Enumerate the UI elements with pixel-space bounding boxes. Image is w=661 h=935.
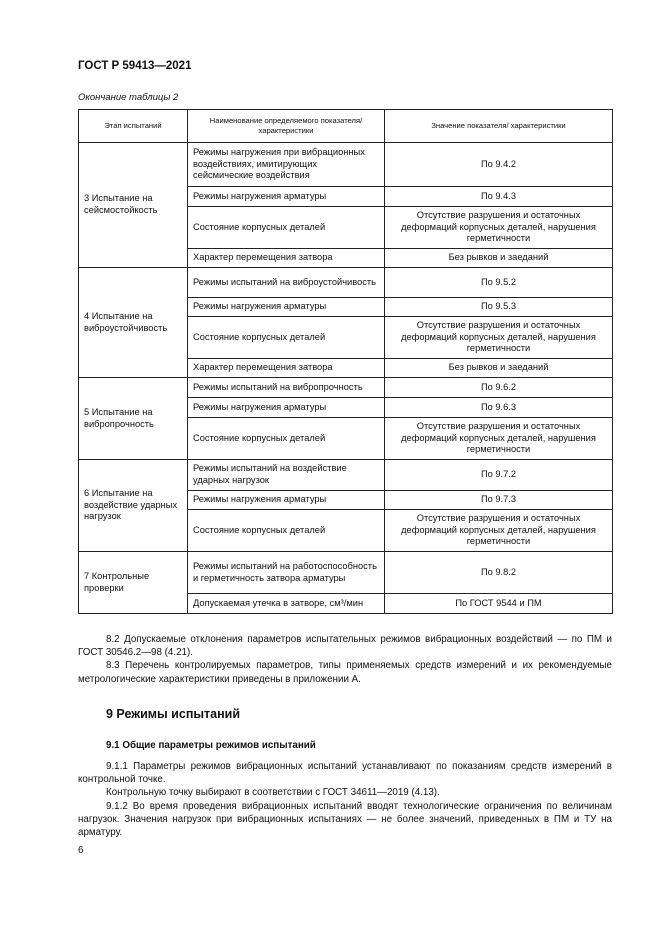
parameter-cell: Состояние корпусных деталей [188, 418, 385, 460]
table-row [79, 460, 613, 491]
paragraph-9-1-1-b: Контрольную точку выбирают в соответствии с ГОСТ 34611—2019 (4.13). [106, 787, 440, 799]
stage-cell: 7 Контрольные проверки [79, 552, 188, 614]
parameter-cell: Режимы испытаний на работоспособность и герметичность затвора арматуры [188, 552, 385, 594]
paragraphs-8 [78, 633, 612, 686]
paragraphs-9 [78, 760, 612, 839]
parameter-cell: Допускаемая утечка в затворе, см³/мин [188, 594, 385, 614]
value-cell: Отсутствие разрушения и остаточных деформаций корпусных деталей, нарушения герметичности [385, 510, 613, 552]
value-cell: По 9.6.2 [385, 378, 613, 398]
parameter-cell: Состояние корпусных деталей [188, 317, 385, 359]
parameter-cell: Режимы нагружения арматуры [188, 187, 385, 207]
test-stages-table [78, 109, 613, 614]
page-number: 6 [78, 845, 84, 856]
paragraph-8-3: 8.3 Перечень контролируемых параметров, типы применяемых средств измерений и их рекомендуемые метрологические характеристики приведены в приложении А. [78, 660, 612, 685]
table-header-row [79, 110, 613, 143]
table-row [79, 268, 613, 298]
value-cell: По 9.6.3 [385, 398, 613, 418]
parameter-cell: Состояние корпусных деталей [188, 207, 385, 249]
parameter-cell: Режимы испытаний на воздействие ударных нагрузок [188, 460, 385, 491]
value-cell: По 9.4.3 [385, 187, 613, 207]
value-cell: Без рывков и заеданий [385, 249, 613, 268]
paragraph-9-1-1: 9.1.1 Параметры режимов вибрационных испытаний устанавливают по показаниям средств измерений в контрольной точке. [78, 761, 612, 786]
column-header-value: Значение показателя/ характеристики [385, 110, 613, 143]
parameter-cell: Режимы нагружения при вибрационных воздействиях, имитирующих сейсмические воздействия [188, 143, 385, 187]
table-caption: Окончание таблицы 2 [78, 92, 179, 103]
column-header-stage: Этап испытаний [79, 110, 188, 143]
value-cell: Отсутствие разрушения и остаточных деформаций корпусных деталей, нарушения герметичности [385, 207, 613, 249]
paragraph-9-1-2: 9.1.2 Во время проведения вибрационных испытаний вводят технологические ограничения по величинам нагрузок. Значения нагрузок при вибрационных испытаниях — не более значений, приведенных в ПМ и ТУ на арматуру. [78, 800, 612, 839]
parameter-cell: Характер перемещения затвора [188, 249, 385, 268]
paragraph-8-2: 8.2 Допускаемые отклонения параметров испытательных режимов вибрационных воздействий — по ПМ и ГОСТ 30546.2—98 (4.21). [78, 634, 612, 659]
document-code-header: ГОСТ Р 59413—2021 [78, 60, 192, 72]
stage-cell: 4 Испытание на виброустойчивость [79, 268, 188, 378]
parameter-cell: Характер перемещения затвора [188, 359, 385, 378]
value-cell: По 9.4.2 [385, 143, 613, 187]
parameter-cell: Режимы испытаний на вибропрочность [188, 378, 385, 398]
stage-cell: 5 Испытание на вибропрочность [79, 378, 188, 460]
parameter-cell: Режимы нагружения арматуры [188, 398, 385, 418]
column-header-parameter: Наименование определяемого показателя/характеристики [188, 110, 385, 143]
value-cell: Без рывков и заеданий [385, 359, 613, 378]
value-cell: По 9.5.3 [385, 298, 613, 317]
parameter-cell: Режимы нагружения арматуры [188, 491, 385, 510]
parameter-cell: Состояние корпусных деталей [188, 510, 385, 552]
stage-cell: 6 Испытание на воздействие ударных нагрузок [79, 460, 188, 552]
parameter-cell: Режимы испытаний на виброустойчивость [188, 268, 385, 298]
value-cell: Отсутствие разрушения и остаточных деформаций корпусных деталей, нарушения герметичности [385, 317, 613, 359]
section-9-title: 9 Режимы испытаний [106, 707, 241, 721]
table-row [79, 143, 613, 187]
value-cell: По ГОСТ 9544 и ПМ [385, 594, 613, 614]
section-9-1-title: 9.1 Общие параметры режимов испытаний [106, 740, 316, 751]
value-cell: По 9.7.3 [385, 491, 613, 510]
parameter-cell: Режимы нагружения арматуры [188, 298, 385, 317]
table-row [79, 552, 613, 594]
value-cell: По 9.7.2 [385, 460, 613, 491]
value-cell: Отсутствие разрушения и остаточных деформаций корпусных деталей, нарушения герметичности [385, 418, 613, 460]
table-row [79, 378, 613, 398]
value-cell: По 9.5.2 [385, 268, 613, 298]
value-cell: По 9.8.2 [385, 552, 613, 594]
stage-cell: 3 Испытание на сейсмостойкость [79, 143, 188, 268]
